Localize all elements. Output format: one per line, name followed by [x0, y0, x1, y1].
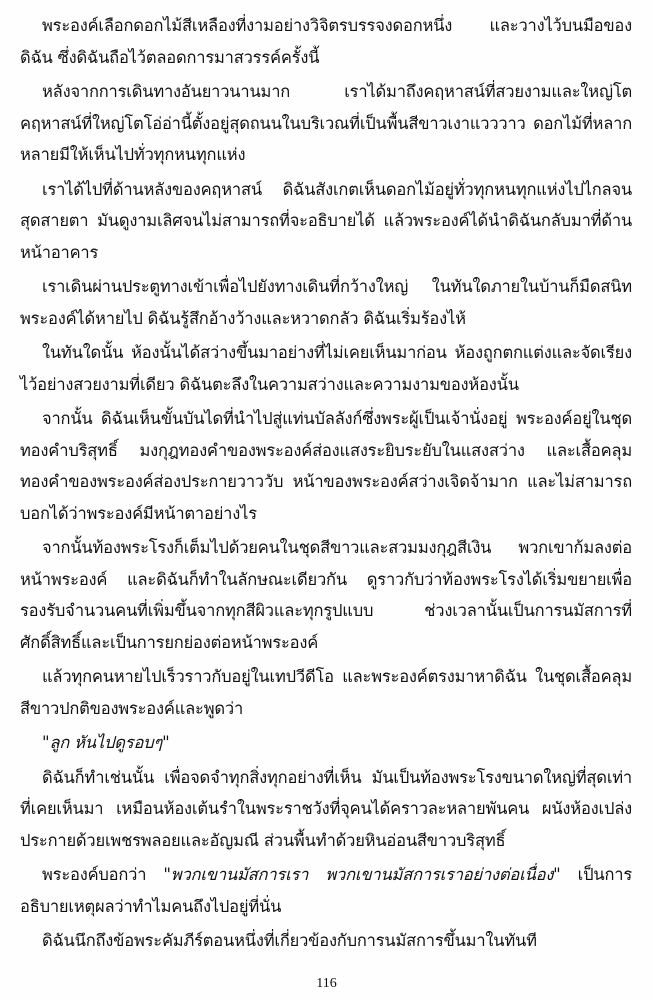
paragraph-8: แล้วทุกคนหายไปเร็วราวกับอยู่ในเทปวีดีโอ และพระองค์ตรงมาหาดิฉัน ในชุดเสื้อคลุมสีขาวปกติของพระองค์และพูดว่า — [20, 667, 632, 718]
paragraph-9-quote: "ลูก หันไปดูรอบๆ" — [42, 733, 170, 752]
paragraph-11-after: เป็นการอธิบายเหตุผลว่าทำไมคนถึงไปอยู่ที่นั่น — [20, 865, 632, 916]
paragraph-5: ในทันใดนั้น ห้องนั้นได้สว่างขึ้นมาอย่างที่ไม่เคยเห็นมาก่อน ห้องถูกตกแต่งและจัดเรียงไว้อย่างสวยงามที่เดียว ดิฉันตะลึงในความสว่างและความงามของห้องนั้น — [20, 343, 632, 394]
paragraph-4: เราเดินผ่านประตูทางเข้าเพื่อไปยังทางเดินที่กว้างใหญ่ ในทันใดภายในบ้านก็มืดสนิท พระองค์ได้หายไป ดิฉันรู้สึกอ้างว้างและหวาดกลัว ดิฉันเริ่มร้องไห้ — [20, 277, 632, 328]
paragraph-11-before: พระองค์บอกว่า — [42, 865, 164, 884]
paragraph-11-quote: "พวกเขานมัสการเรา พวกเขานมัสการเราอย่างต่อเนื่อง" — [163, 865, 561, 884]
body-text — [20, 10, 632, 960]
paragraph-11 — [20, 859, 632, 922]
paragraph-12: ดิฉันนึกถึงข้อพระคัมภีร์ตอนหนึ่งที่เกี่ยวข้องกับการนมัสการขึ้นมาในทันที — [42, 931, 537, 950]
paragraph-7: จากนั้นท้องพระโรงก็เต็มไปด้วยคนในชุดสีขาวและสวมมงกุฎสีเงิน พวกเขาก้มลงต่อหน้าพระองค์ และดิฉันก็ทำในลักษณะเดียวกัน ดูราวกับว่าท้องพระโรงได้เริ่มขยายเพื่อรองรับจำนวนคนที่เพิ่มขึ้นจากทุกสีผิวและทุกรูปแบบ ช่วงเวลานั้นเป็นการนมัสการที่ศักดิ์สิทธิ์และเป็นการยกย่องต่อหน้าพระองค์ — [20, 538, 632, 652]
paragraph-6: จากนั้น ดิฉันเห็นขั้นบันไดที่นำไปสู่แท่นบัลลังก์ซึ่งพระผู้เป็นเจ้านั่งอยู่ พระองค์อยู่ในชุดทองคำบริสุทธิ์ มงกุฎทองคำของพระองค์ส่องแสงระยิบระยับในแสงสว่าง และเสื้อคลุมทองคำของพระองค์ส่องประกายวาววับ หน้าของพระองค์สว่างเจิดจ้ามาก และไม่สามารถบอกได้ว่าพระองค์มีหน้าตาอย่างไร — [20, 409, 632, 523]
paragraph-2: หลังจากการเดินทางอันยาวนานมาก เราได้มาถึงคฤหาสน์ที่สวยงามและใหญ่โต คฤหาสน์ที่ใหญ่โตโอ่อ่านี้ตั้งอยู่สุดถนนในบริเวณที่เป็นพื้นสีขาวเงาแวววาว ดอกไม้ที่หลากหลายมีให้เห็นไปทั่วทุกหนทุกแห่ง — [20, 82, 632, 164]
paragraph-1: พระองค์เลือกดอกไม้สีเหลืองที่งามอย่างวิจิตรบรรจงดอกหนึ่ง และวางไว้บนมือของดิฉัน ซึ่งดิฉันถือไว้ตลอดการมาสวรรค์ครั้งนี้ — [20, 16, 632, 67]
page-number: 116 — [316, 976, 337, 991]
paragraph-10: ดิฉันก็ทำเช่นนั้น เพื่อจดจำทุกสิ่งทุกอย่างที่เห็น มันเป็นท้องพระโรงขนาดใหญ่ที่สุดเท่าที่เคยเห็นมา เหมือนห้องเต้นรำในพระราชวังที่จุคนได้คราวละหลายพันคน ผนังห้องเปล่งประกายด้วยเพชรพลอยและอัญมณี ส่วนพื้นทำด้วยหินอ่อนสีขาวบริสุทธิ์ — [20, 767, 632, 850]
paragraph-3: เราได้ไปที่ด้านหลังของคฤหาสน์ ดิฉันสังเกตเห็นดอกไม้อยู่ทั่วทุกหนทุกแห่งไปไกลจนสุดสายตา มันดูงามเลิศจนไม่สามารถที่จะอธิบายได้ แล้วพระองค์ได้นำดิฉันกลับมาที่ด้านหน้าอาคาร — [20, 179, 632, 262]
